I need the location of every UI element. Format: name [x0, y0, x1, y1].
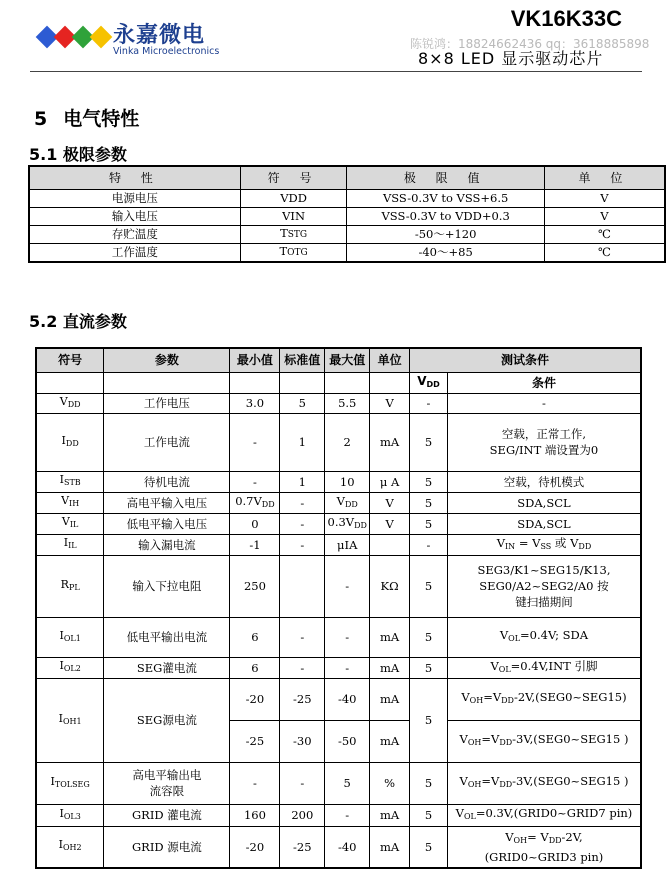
cell-typ: 1 — [280, 471, 325, 492]
cell-unit: mA — [370, 720, 410, 762]
table-row — [36, 617, 641, 657]
sym-main: V — [61, 494, 70, 507]
cell-parameter: 工作电压 — [104, 393, 230, 413]
symbol-main: T — [280, 226, 288, 240]
cell-empty — [230, 372, 280, 393]
cell-min: -20 — [230, 678, 280, 720]
cell-typ: 1 — [280, 413, 325, 471]
cell-max — [325, 492, 370, 513]
cell-unit: ℃ — [544, 244, 665, 263]
cell-symbol — [36, 393, 104, 413]
cell-empty — [280, 372, 325, 393]
sym-main: R — [60, 577, 69, 591]
cell-vdd: 5 — [410, 617, 448, 657]
cell-min: 6 — [230, 617, 280, 657]
cond-part: -2V, — [561, 829, 583, 844]
cell-vdd: 5 — [410, 826, 448, 868]
table-row — [36, 534, 641, 555]
cell-symbol — [36, 492, 104, 513]
cell-parameter: 待机电流 — [104, 471, 230, 492]
max-main: V — [336, 493, 345, 508]
table-row — [36, 413, 641, 471]
brand-english-name: Vinka Microelectronics — [113, 46, 220, 57]
sym-sub: OH2 — [63, 843, 82, 853]
cond-sub: DD — [578, 541, 592, 551]
condition-line: SEG0/A2~SEG2/A0 按 — [479, 579, 609, 593]
min-main: 0.7V — [235, 493, 262, 508]
sym-sub: DD — [65, 438, 79, 448]
sym-sub: STB — [63, 478, 81, 487]
cell-typ: - — [280, 762, 325, 804]
cell-condition: 空载，待机模式 — [447, 471, 641, 492]
cell-typ: - — [280, 492, 325, 513]
cell-parameter: 输入漏电流 — [104, 534, 230, 555]
min-sub: DD — [261, 499, 275, 509]
cond-part: =V — [483, 690, 502, 704]
cell-unit: KΩ — [370, 555, 410, 617]
cell-value: -40～+85 — [347, 244, 544, 263]
cell-unit: V — [370, 513, 410, 534]
cell-unit: % — [370, 762, 410, 804]
cell-symbol — [36, 804, 104, 826]
cell-typ: -25 — [280, 678, 325, 720]
cell-max: μIA — [325, 534, 370, 555]
cell-vdd: 5 — [410, 804, 448, 826]
contact-watermark: 陈锐鸿：18824662436 qq：3618885898 — [410, 37, 650, 51]
cond-sub: OH — [467, 738, 482, 747]
table-row — [29, 208, 665, 226]
sym-main: I — [59, 628, 64, 642]
cell-max — [325, 513, 370, 534]
table-row — [36, 762, 641, 804]
subsection-title-dc: 5.2 直流参数 — [29, 312, 127, 331]
logo-yellow-diamond — [90, 26, 113, 49]
cond-sub: OL — [498, 664, 511, 674]
section-title: 电气特性 — [63, 108, 140, 130]
cell-parameter: 工作电流 — [104, 413, 230, 471]
table-row — [36, 555, 641, 617]
cell-condition — [447, 617, 641, 657]
cell-min: 3.0 — [230, 393, 280, 413]
cell-vdd: 5 — [410, 657, 448, 678]
cond-sub: DD — [548, 835, 562, 845]
cell-condition: SDA,SCL — [447, 492, 641, 513]
cond-sub: DD — [499, 780, 513, 789]
cond-part: V — [461, 690, 470, 704]
table-header-row — [36, 348, 641, 372]
cell-min: - — [230, 413, 280, 471]
cell-parameter — [104, 762, 230, 804]
symbol-main: T — [279, 244, 288, 258]
cell-unit: ℃ — [544, 226, 665, 244]
cell-condition — [447, 657, 641, 678]
cell-max: - — [325, 657, 370, 678]
cell-min: 6 — [230, 657, 280, 678]
cell-symbol — [36, 471, 104, 492]
cond-part: V — [455, 806, 464, 820]
cell-condition — [447, 413, 641, 471]
sym-sub: IH — [69, 499, 80, 508]
model-number: VK16K33C — [510, 6, 622, 31]
cell-max: - — [325, 617, 370, 657]
condition-line: 键扫描期间 — [515, 595, 573, 609]
cell-typ: - — [280, 617, 325, 657]
cell-typ: - — [280, 513, 325, 534]
brand-chinese-name: 永嘉微电 — [113, 23, 206, 48]
cell-condition — [447, 534, 641, 555]
cell-vdd: - — [410, 393, 448, 413]
cell-vdd: - — [410, 534, 448, 555]
cell-symbol — [36, 678, 104, 762]
cell-symbol — [36, 826, 104, 868]
cell-max: 5 — [325, 762, 370, 804]
cell-symbol: VDD — [240, 190, 347, 208]
cell-parameter: SEG灌电流 — [104, 657, 230, 678]
cell-typ: - — [280, 534, 325, 555]
table-row — [29, 190, 665, 208]
subheader-condition: 条件 — [447, 372, 641, 393]
cond-part: = V — [527, 829, 549, 844]
cell-parameter: GRID 灌电流 — [104, 804, 230, 826]
header-symbol: 符号 — [36, 348, 104, 372]
table-row — [36, 513, 641, 534]
cell-min: - — [230, 762, 280, 804]
cell-typ — [280, 555, 325, 617]
cell-min — [230, 492, 280, 513]
table-row — [36, 826, 641, 868]
cell-unit: V — [544, 208, 665, 226]
cell-condition — [447, 555, 641, 617]
cond-sub: OH — [467, 780, 482, 789]
cond-part: -2V,(SEG0~SEG15) — [513, 690, 627, 704]
header-unit: 单 位 — [544, 166, 665, 190]
cell-vdd: 5 — [410, 471, 448, 492]
cell-unit: V — [370, 393, 410, 413]
sym-sub: PL — [68, 582, 80, 592]
sym-sub: OH1 — [63, 716, 82, 726]
cell-parameter: SEG源电流 — [104, 678, 230, 762]
cond-sub: DD — [499, 738, 513, 747]
cell-vdd: 5 — [410, 413, 448, 471]
cell-condition — [447, 804, 641, 826]
max-sub: DD — [354, 520, 367, 530]
cell-symbol — [36, 555, 104, 617]
table-row — [36, 804, 641, 826]
cell-parameter: 输入下拉电阻 — [104, 555, 230, 617]
cell-min: -20 — [230, 826, 280, 868]
cond-sub: SS — [540, 541, 552, 551]
cell-empty — [370, 372, 410, 393]
cell-symbol — [240, 244, 347, 263]
cell-typ: -25 — [280, 826, 325, 868]
cell-max: 2 — [325, 413, 370, 471]
cell-typ: -30 — [280, 720, 325, 762]
absolute-max-ratings-table — [28, 165, 666, 263]
cond-sub: OH — [513, 835, 528, 845]
cond-part: V — [459, 732, 468, 746]
cond-part: = V — [515, 535, 541, 550]
sym-main: I — [59, 659, 64, 672]
table-row — [29, 244, 665, 263]
sym-main: V — [61, 515, 70, 528]
cond-sub: OH — [469, 696, 484, 705]
cell-min: -25 — [230, 720, 280, 762]
cell-vdd: 5 — [410, 678, 448, 762]
cell-unit: V — [544, 190, 665, 208]
cell-value: VSS-0.3V to VSS+6.5 — [347, 190, 544, 208]
condition-line: (GRID0~GRID3 pin) — [484, 849, 604, 864]
condition-line: 空载，正常工作, — [501, 427, 587, 441]
header-characteristic: 特 性 — [29, 166, 240, 190]
cell-symbol — [36, 657, 104, 678]
cell-max: 5.5 — [325, 393, 370, 413]
header-limit: 极 限 值 — [347, 166, 544, 190]
header-min: 最小值 — [230, 348, 280, 372]
cell-unit: mA — [370, 826, 410, 868]
cell-condition — [447, 678, 641, 720]
header-divider — [30, 71, 642, 72]
sym-main: I — [58, 711, 63, 725]
cell-typ: - — [280, 657, 325, 678]
cond-part: V — [459, 774, 468, 788]
condition-line: SEG3/K1~SEG15/K13, — [477, 563, 611, 577]
table-row — [36, 657, 641, 678]
cell-empty — [325, 372, 370, 393]
cell-condition — [447, 720, 641, 762]
header-unit: 单位 — [370, 348, 410, 372]
symbol-sub: OTG — [287, 248, 308, 258]
table-row — [29, 226, 665, 244]
cell-typ: 5 — [280, 393, 325, 413]
sym-sub: OL1 — [63, 633, 81, 643]
table-subheader-row — [36, 372, 641, 393]
cell-symbol — [240, 226, 347, 244]
header-parameter: 参数 — [104, 348, 230, 372]
cell-max: -50 — [325, 720, 370, 762]
vdd-sub: DD — [426, 379, 440, 389]
cell-condition — [447, 826, 641, 868]
sym-sub: IL — [68, 541, 77, 550]
sym-main: I — [59, 473, 64, 486]
vdd-main: V — [417, 373, 427, 388]
table-row — [36, 492, 641, 513]
cond-sub: OL — [463, 812, 476, 821]
sym-main: I — [61, 433, 66, 447]
cell-unit: mA — [370, 657, 410, 678]
cond-sub: IN — [505, 541, 516, 551]
document-subtitle: 8×8 LED 显示驱动芯片 — [418, 49, 604, 68]
cell-parameter: 低电平输出电流 — [104, 617, 230, 657]
cond-part: V — [496, 535, 506, 550]
cond-part: V — [490, 658, 499, 673]
subheader-vdd — [410, 372, 448, 393]
cell-condition: SDA,SCL — [447, 513, 641, 534]
cell-parameter: 高电平输入电压 — [104, 492, 230, 513]
cell-min: - — [230, 471, 280, 492]
table-row — [36, 471, 641, 492]
condition-line: SEG/INT 端设置为0 — [489, 443, 599, 457]
sym-sub: IL — [69, 520, 79, 529]
max-main: 0.3V — [327, 514, 355, 529]
cell-max: - — [325, 555, 370, 617]
header-symbol: 符 号 — [240, 166, 347, 190]
cell-empty — [36, 372, 104, 393]
sym-sub: DD — [67, 399, 81, 409]
cond-part: -3V,(SEG0~SEG15 ) — [512, 774, 629, 788]
cell-max: 10 — [325, 471, 370, 492]
cell-typ: 200 — [280, 804, 325, 826]
table-row — [36, 393, 641, 413]
cell-empty — [104, 372, 230, 393]
max-sub: DD — [344, 499, 358, 509]
section-heading — [34, 104, 139, 131]
cell-parameter: 低电平输入电压 — [104, 513, 230, 534]
cond-part: 或 V — [551, 535, 579, 550]
cell-min: 160 — [230, 804, 280, 826]
cond-sub: OL — [508, 634, 521, 643]
cell-name: 输入电压 — [29, 208, 240, 226]
cond-part: =0.3V,(GRID0~GRID7 pin) — [475, 806, 633, 820]
sym-main: I — [63, 536, 69, 549]
cell-value: VSS-0.3V to VDD+0.3 — [347, 208, 544, 226]
cell-vdd: 5 — [410, 513, 448, 534]
cond-part: =0.4V,INT 引脚 — [510, 658, 598, 673]
header-test-condition: 测试条件 — [410, 348, 641, 372]
cell-symbol — [36, 762, 104, 804]
cell-max: -40 — [325, 826, 370, 868]
cell-min: 0 — [230, 513, 280, 534]
cell-min: 250 — [230, 555, 280, 617]
cell-name: 电源电压 — [29, 190, 240, 208]
cell-unit — [370, 534, 410, 555]
sym-main: I — [59, 806, 64, 820]
cond-part: =V — [481, 774, 500, 788]
cell-unit: mA — [370, 617, 410, 657]
header-typ: 标准值 — [280, 348, 325, 372]
cond-sub: DD — [501, 696, 514, 705]
cell-name: 工作温度 — [29, 244, 240, 263]
cell-unit: mA — [370, 678, 410, 720]
cell-symbol — [36, 617, 104, 657]
sym-main: I — [50, 774, 55, 788]
condition-line — [450, 829, 638, 849]
dc-parameters-table — [35, 347, 642, 869]
cell-symbol — [36, 513, 104, 534]
cell-unit: V — [370, 492, 410, 513]
sym-sub: TOLSEG — [54, 779, 90, 789]
company-logo — [34, 14, 234, 64]
cell-min: -1 — [230, 534, 280, 555]
cond-part: V — [499, 628, 509, 642]
cell-vdd: 5 — [410, 492, 448, 513]
cell-vdd: 5 — [410, 762, 448, 804]
cond-part: V — [505, 829, 514, 844]
cond-part: =V — [481, 732, 500, 746]
cell-parameter: GRID 源电流 — [104, 826, 230, 868]
cell-unit: mA — [370, 413, 410, 471]
section-number: 5 — [34, 108, 48, 130]
cell-symbol: VIN — [240, 208, 347, 226]
cell-max: - — [325, 804, 370, 826]
cond-part: -3V,(SEG0~SEG15 ) — [512, 732, 629, 746]
cell-name: 存贮温度 — [29, 226, 240, 244]
sym-sub: OL2 — [63, 664, 81, 673]
cell-unit: mA — [370, 804, 410, 826]
subsection-title-limits: 5.1 极限参数 — [29, 145, 127, 164]
cell-vdd: 5 — [410, 555, 448, 617]
cell-value: -50～+120 — [347, 226, 544, 244]
sym-main: I — [58, 838, 63, 852]
sym-main: V — [59, 394, 68, 408]
cell-max: -40 — [325, 678, 370, 720]
table-row — [36, 678, 641, 720]
param-line: 流容限 — [149, 784, 185, 798]
param-line: 高电平输出电 — [132, 768, 202, 782]
cell-condition: - — [447, 393, 641, 413]
sym-sub: OL3 — [63, 811, 81, 821]
header-max: 最大值 — [325, 348, 370, 372]
table-header-row — [29, 166, 665, 190]
symbol-sub: STG — [287, 230, 308, 240]
cond-part: =0.4V; SDA — [520, 628, 589, 642]
cell-symbol — [36, 413, 104, 471]
cell-symbol — [36, 534, 104, 555]
cell-condition — [447, 762, 641, 804]
cell-unit: μ A — [370, 471, 410, 492]
